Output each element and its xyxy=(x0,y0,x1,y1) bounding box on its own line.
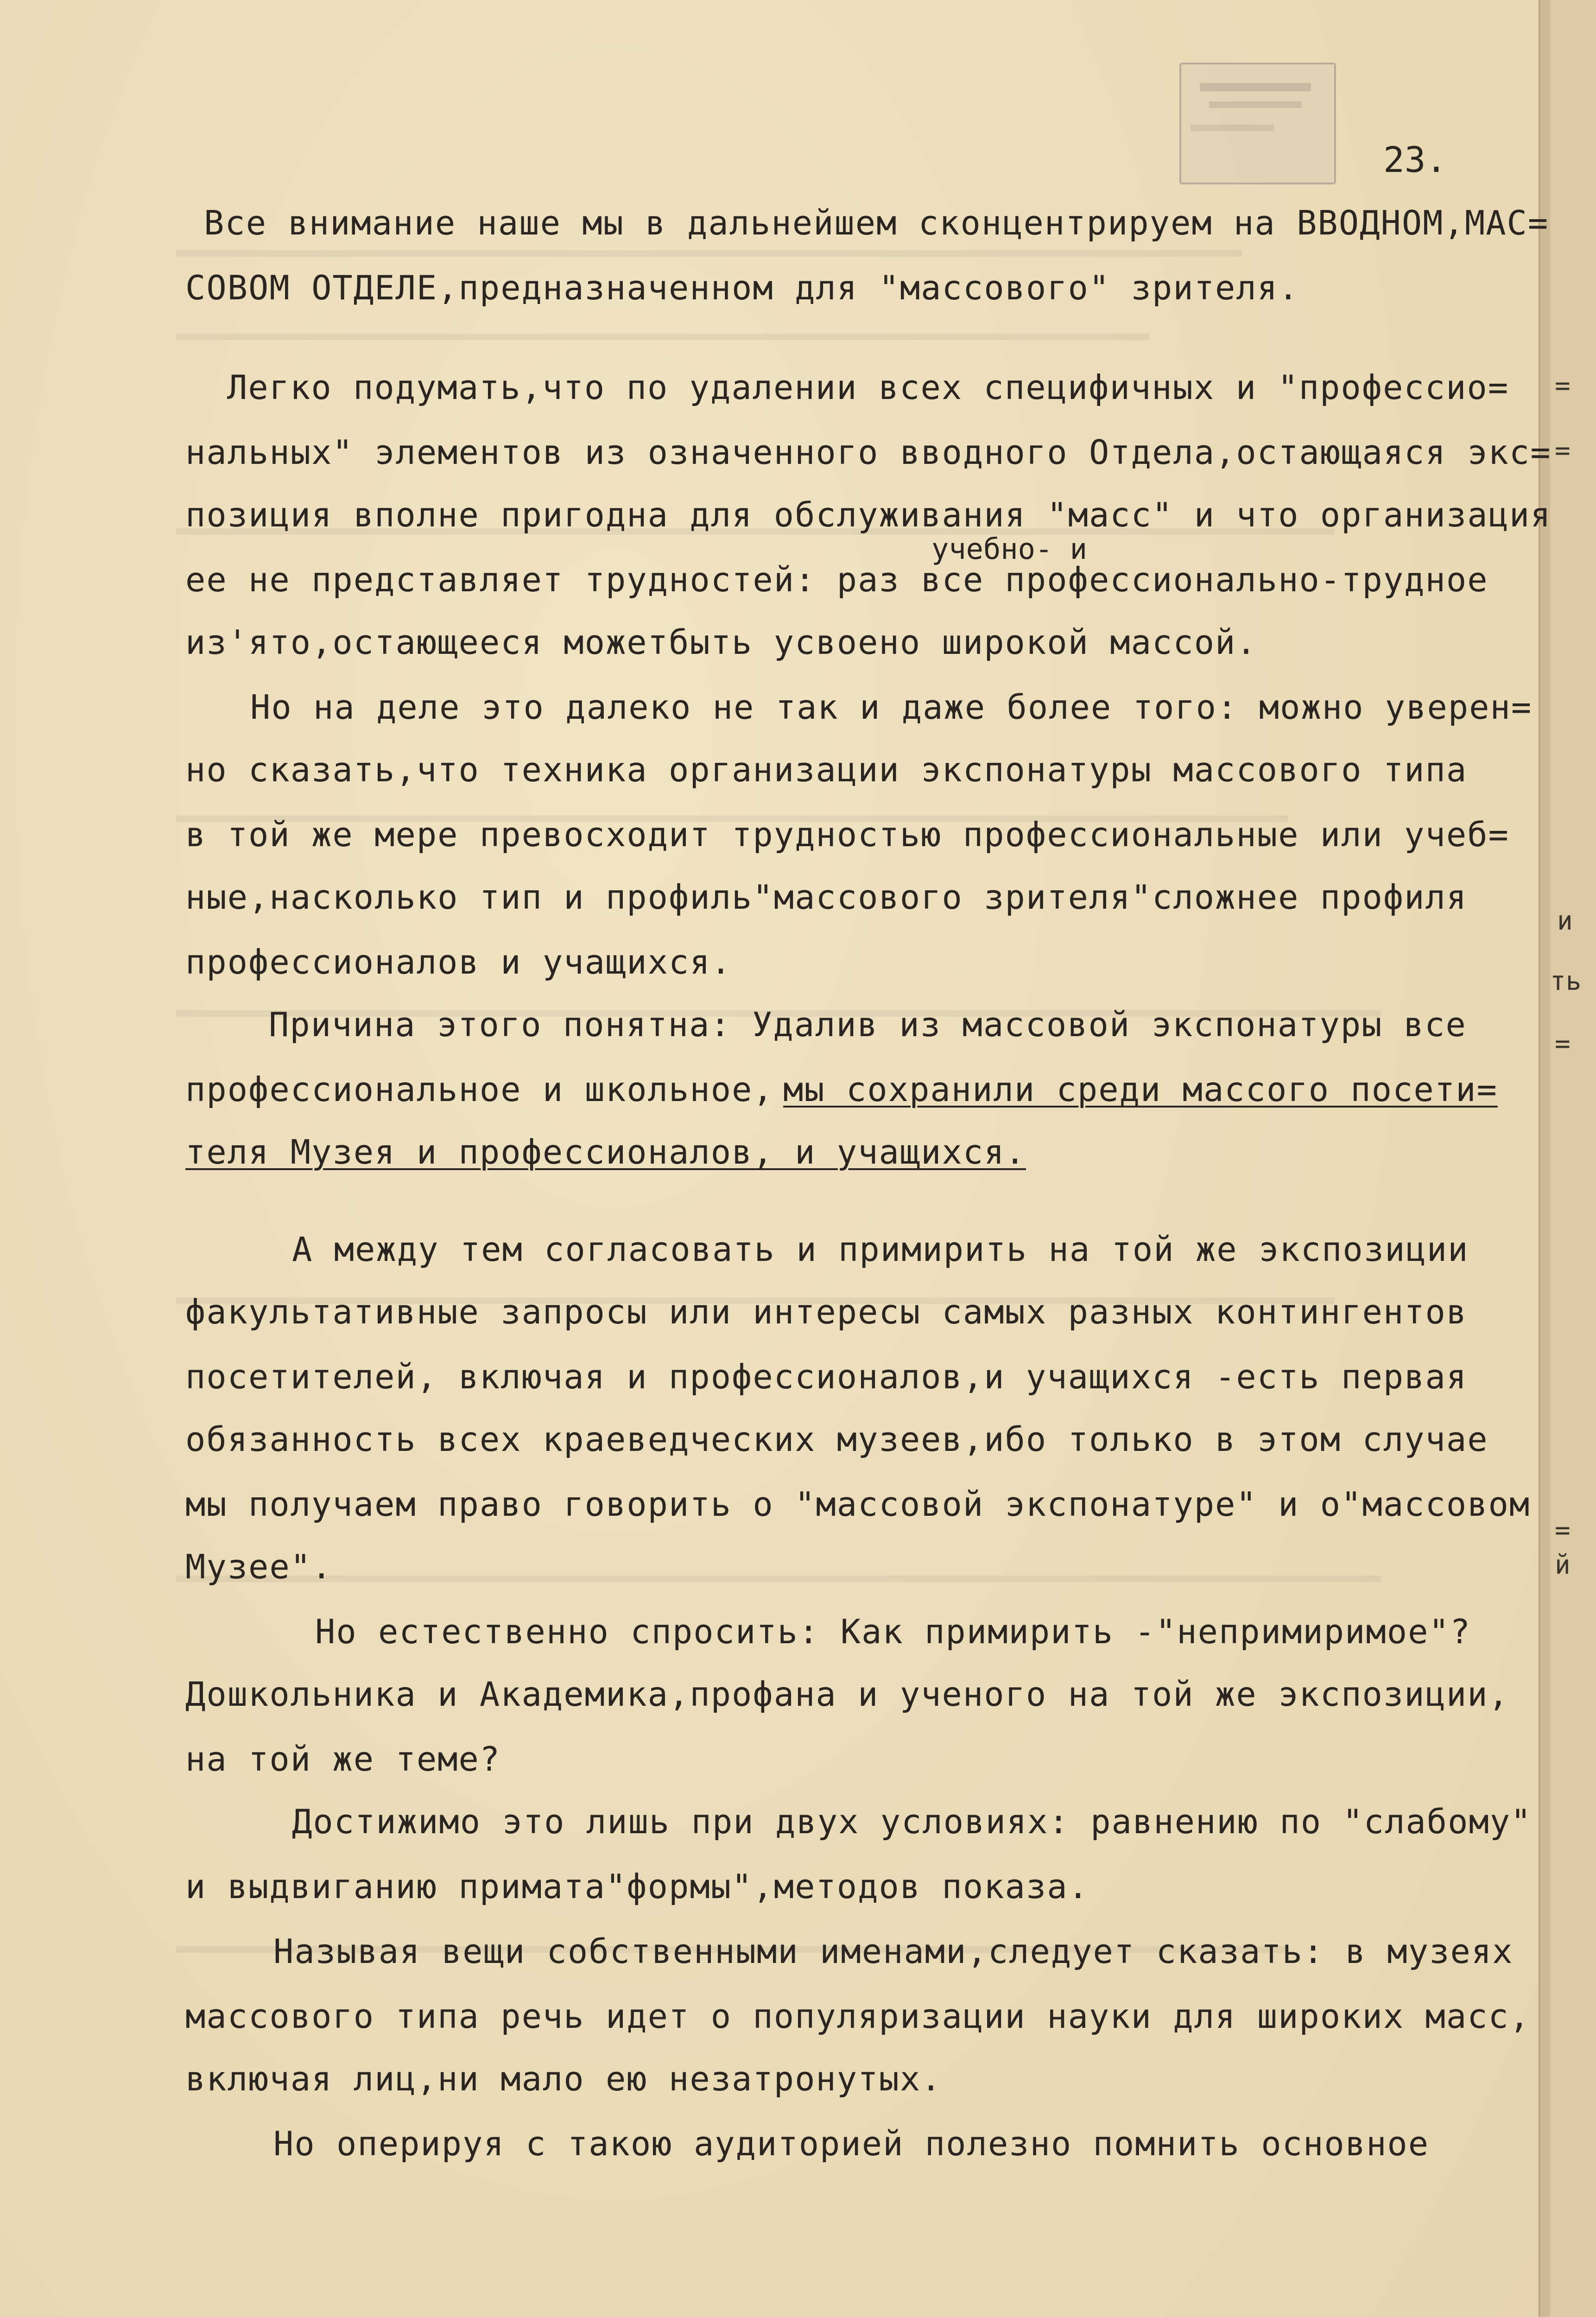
text-line: профессиональное и школьное, xyxy=(185,1070,774,1109)
text-line: в той же мере превосходит трудностью профессиональные или учеб= xyxy=(185,815,1509,854)
text-line: Дошкольника и Академика,профана и ученого на той же экспозиции, xyxy=(185,1675,1509,1714)
text-line: массового типа речь идет о популяризации науки для широких масс, xyxy=(185,1997,1531,2036)
text-line: факультативные запросы или интересы самых разных контингентов xyxy=(185,1292,1468,1331)
margin-note: = xyxy=(1555,1515,1571,1545)
page-number: 23. xyxy=(1383,139,1447,180)
text-line: Причина этого понятна: Удалив из массовой экспонатуры все xyxy=(269,1005,1467,1044)
text-line: ее не представляет трудностей: раз все профессионально-трудное xyxy=(185,560,1488,599)
text-line: из'ято,остающееся можетбыть усвоено широкой массой. xyxy=(185,623,1257,662)
text-line: посетителей, включая и профессионалов,и учащихся -есть первая xyxy=(185,1357,1468,1396)
margin-note: ть xyxy=(1550,966,1582,996)
handwritten-insertion: учебно- и xyxy=(931,532,1087,566)
text-line: Но на деле это далеко не так и даже более того: можно уверен= xyxy=(250,688,1533,727)
text-line: профессионалов и учащихся. xyxy=(185,943,732,981)
text-line: Называя вещи собственными именами,следует сказать: в музеях xyxy=(273,1932,1514,1971)
text-line: СОВОМ ОТДЕЛЕ,предназначенном для "массового" зрителя. xyxy=(185,268,1299,307)
underlined-text: теля Музея и профессионалов, и учащихся. xyxy=(185,1133,1026,1171)
margin-note: й xyxy=(1555,1550,1571,1580)
archive-stamp xyxy=(1179,63,1336,184)
next-page-edge xyxy=(1550,0,1596,2317)
text-line: нальных" элементов из означенного вводного Отдела,остающаяся экс= xyxy=(185,433,1552,472)
text-line: Но оперируя с такою аудиторией полезно помнить основное xyxy=(273,2124,1430,2163)
margin-note: и xyxy=(1557,906,1573,936)
text-line: включая лиц,ни мало ею незатронутых. xyxy=(185,2059,942,2098)
text-line: но сказать,что техника организации экспонатуры массового типа xyxy=(185,750,1468,789)
text-line: ные,насколько тип и профиль"массового зрителя"сложнее профиля xyxy=(185,878,1468,917)
text-line: Но естественно спросить: Как примирить -"непримиримое"? xyxy=(315,1612,1471,1651)
text-line: мы получаем право говорить о "массовой экспонатуре" и о"массовом xyxy=(185,1485,1531,1524)
text-line: обязанность всех краеведческих музеев,ибо только в этом случае xyxy=(185,1420,1488,1459)
text-line: А между тем согласовать и примирить на той же экспозиции xyxy=(292,1230,1469,1269)
text-line: и выдвиганию примата"формы",методов показа. xyxy=(185,1867,1089,1906)
text-line: позиция вполне пригодна для обслуживания "масс" и что организация xyxy=(185,495,1552,534)
text-line: на той же теме? xyxy=(185,1740,501,1779)
text-line: Все внимание наше мы в дальнейшем сконцентрируем на ВВОДНОМ,МАС= xyxy=(204,203,1549,242)
underlined-text: мы сохранили среди массого посети= xyxy=(783,1070,1498,1109)
text-line: Музее". xyxy=(185,1547,333,1586)
margin-note: = xyxy=(1555,1029,1571,1059)
text-line: Легко подумать,что по удалении всех специфичных и "профессио= xyxy=(227,368,1509,407)
margin-note: = xyxy=(1555,436,1571,466)
text-line: Достижимо это лишь при двух условиях: равнению по "слабому" xyxy=(292,1802,1532,1841)
margin-note: = xyxy=(1555,371,1571,401)
